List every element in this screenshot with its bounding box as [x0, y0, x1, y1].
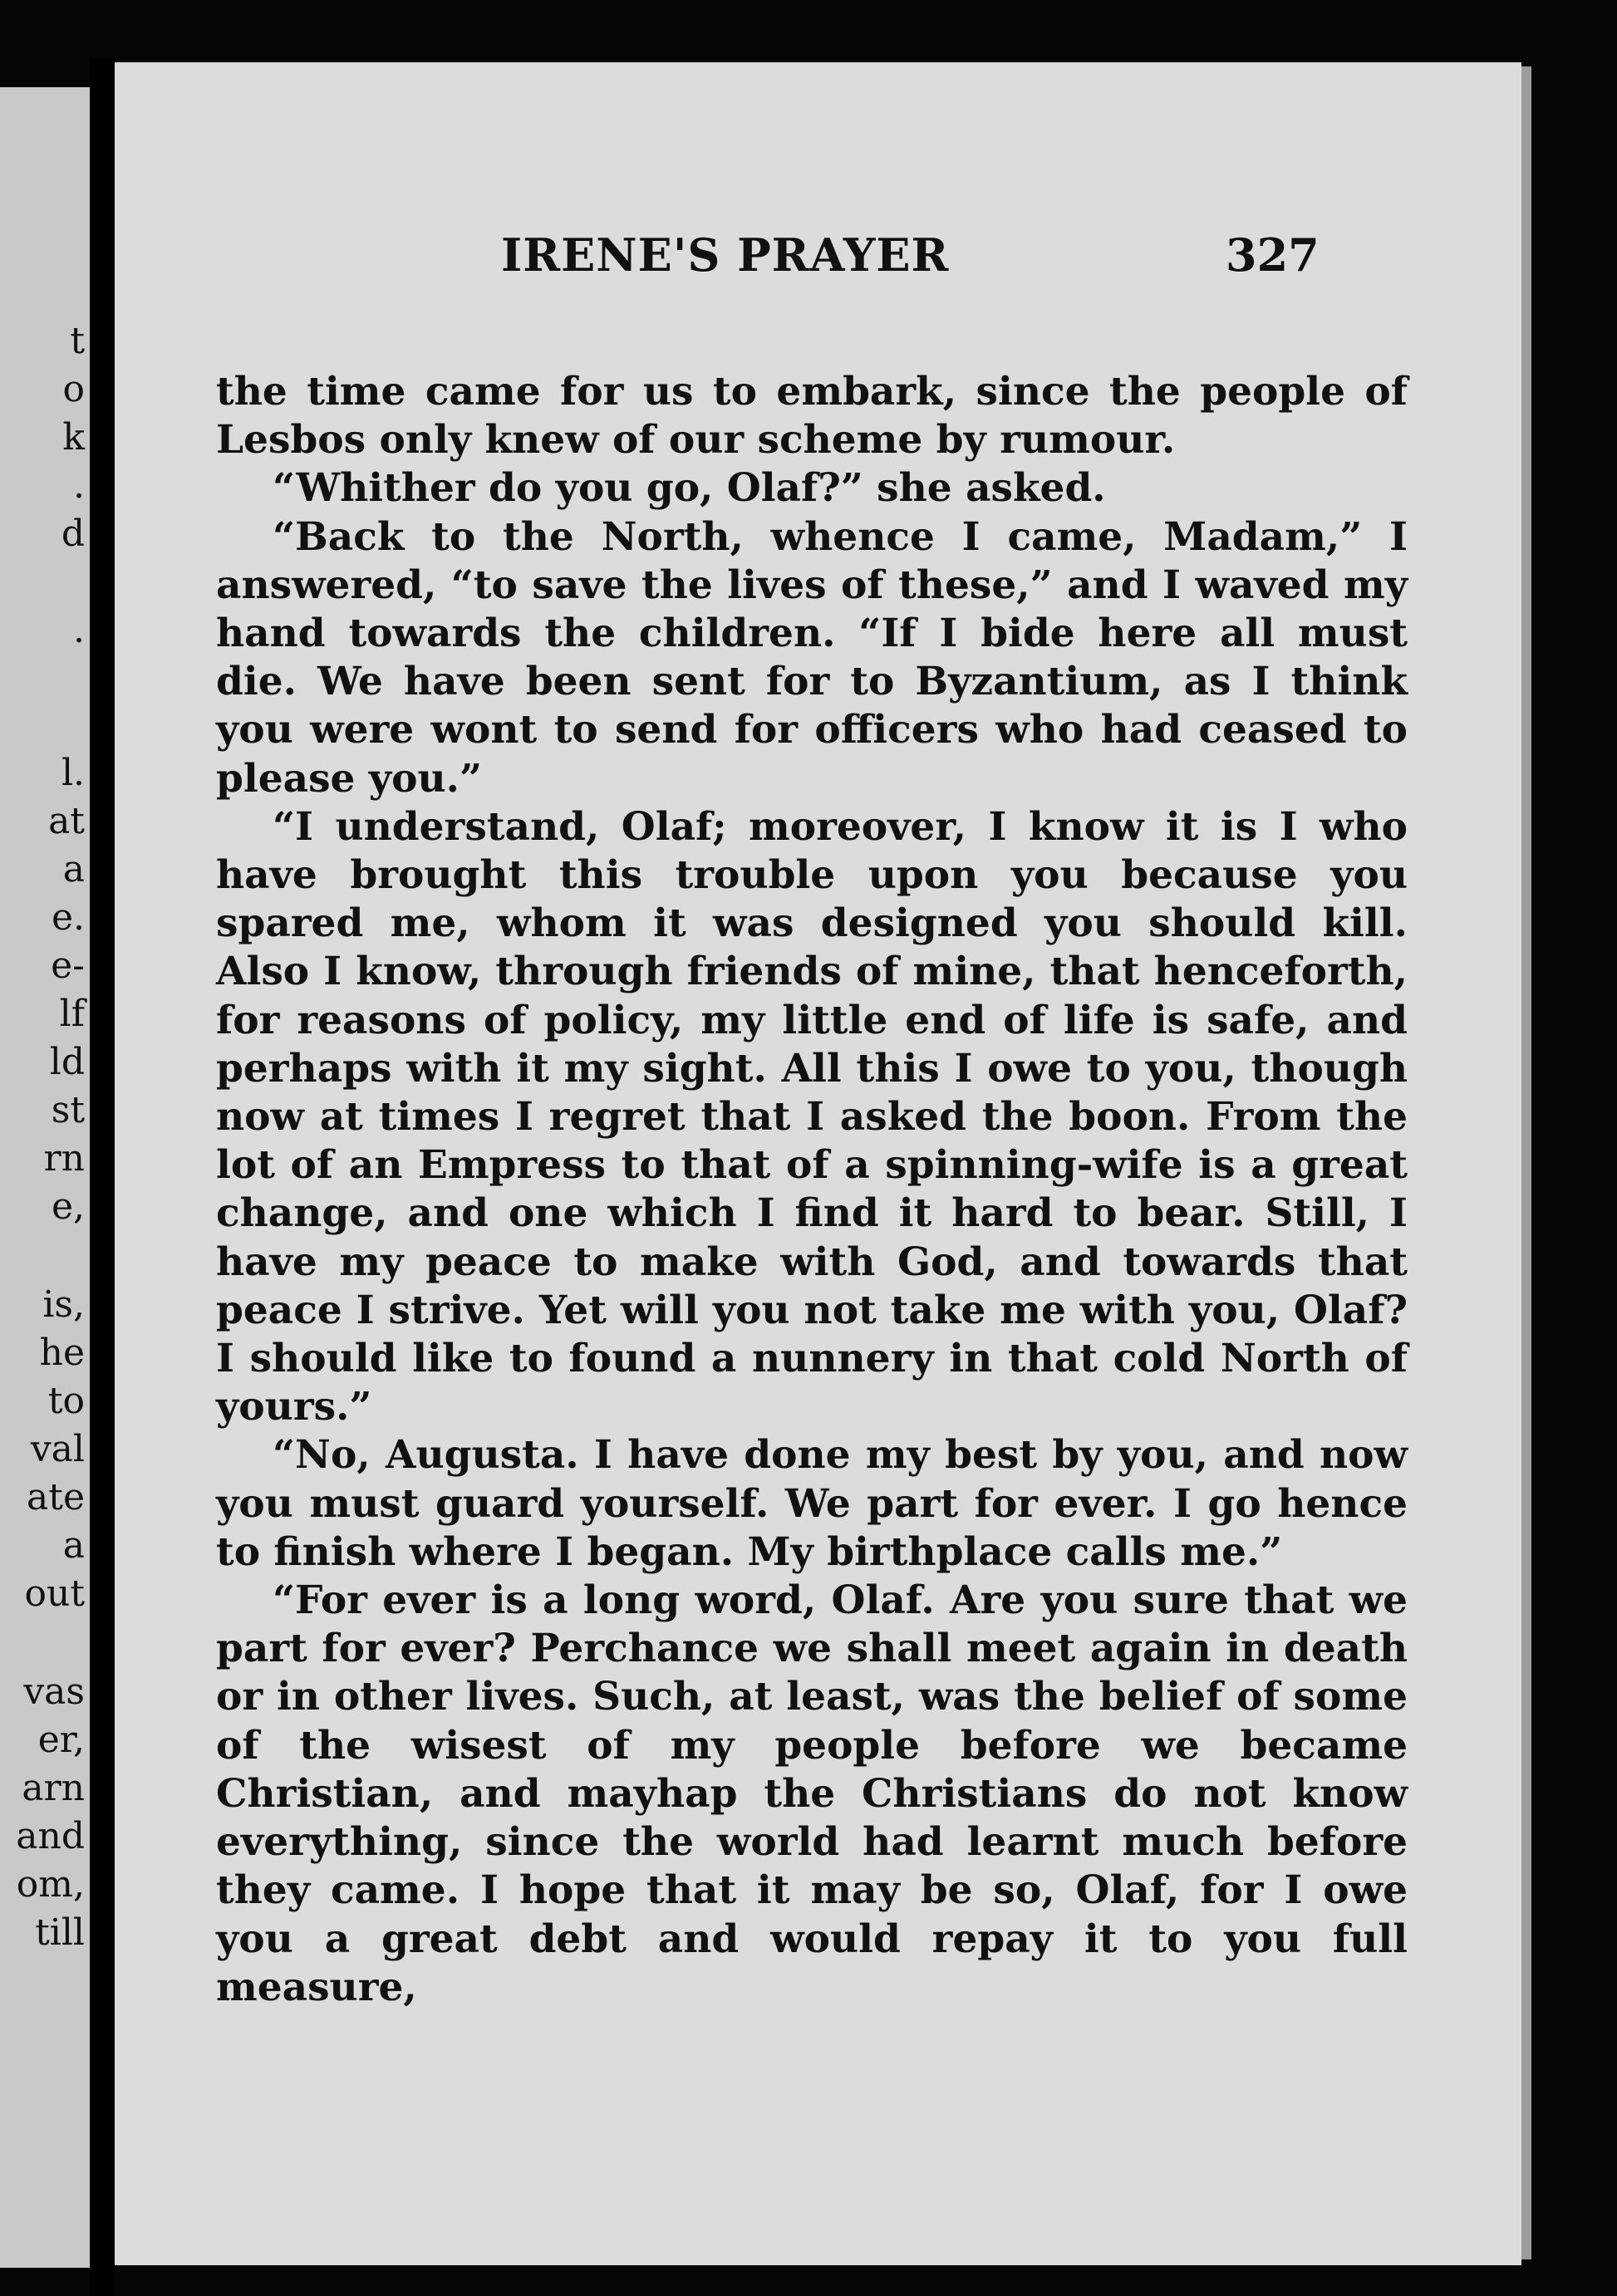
edge-fragment: l. [61, 752, 85, 794]
edge-fragment: a [62, 848, 85, 890]
edge-fragment: he [39, 1332, 85, 1374]
edge-fragment: e. [51, 896, 85, 939]
edge-fragment: . [73, 609, 85, 651]
edge-fragment: arn [22, 1767, 85, 1809]
facing-page [0, 87, 90, 2268]
edge-fragment: er, [37, 1719, 85, 1761]
edge-fragment: and [16, 1815, 85, 1857]
edge-fragment: out [24, 1572, 85, 1615]
page-edge-shadow [1521, 66, 1531, 2259]
edge-fragment: a [62, 1524, 85, 1567]
edge-fragment: o [62, 368, 85, 410]
edge-fragment: om, [16, 1863, 85, 1906]
edge-fragment: st [51, 1089, 85, 1131]
paragraph: “Whither do you go, Olaf?” she asked. [273, 465, 1106, 512]
edge-fragment: lf [59, 993, 85, 1035]
paragraph: “I understand, Olaf; moreover, I know it is I who have brought this trouble upon you because you spared me, whom it was designed you should kill. Also I know, through friends of mine, that henceforth, for reasons of policy, my little end of life is safe, and perhaps with it my sight. All this I owe to you, though now at times I regret that I asked the boon. From the lot of an Empress to that of a spinning-wife is a great change, and one which I find it hard to bear. Still, I have my peace to make with God, and towards that peace I strive. Yet will you not take me with you, Olaf? I should like to found a nunnery in that cold North of yours.” [216, 803, 1408, 1430]
edge-fragment: e, [51, 1185, 85, 1228]
body-text [216, 368, 1408, 2012]
edge-fragment: at [48, 800, 85, 842]
edge-fragment: till [35, 1911, 85, 1954]
book-gutter [90, 58, 115, 2296]
paragraph: the time came for us to embark, since the people of Lesbos only knew of our scheme by rumour. [216, 369, 1408, 464]
facing-page-text-edge [0, 87, 90, 2268]
running-head-title: IRENE'S PRAYER [501, 228, 950, 282]
edge-fragment: ld [49, 1041, 85, 1083]
edge-fragment: rn [43, 1137, 85, 1180]
edge-fragment: to [47, 1380, 85, 1422]
paragraph: “For ever is a long word, Olaf. Are you sure that we part for ever? Perchance we shall meet again in death or in other lives. Such, at least, was the belief of some of the wisest of my people before we became Christian, and mayhap the Christians do not know everything, since the world had learnt much before they came. I hope that it may be so, Olaf, for I owe you a great debt and would repay it to you full measure, [216, 1577, 1408, 2010]
edge-fragment: t [70, 320, 85, 362]
edge-fragment: . [73, 464, 85, 507]
edge-fragment: ate [27, 1476, 85, 1518]
book-page [115, 62, 1521, 2265]
paragraph: “Back to the North, whence I came, Madam,” I answered, “to save the lives of these,” and I waved my hand towards the children. “If I bide here all must die. We have been sent for to Byzantium, as I think you were wont to send for officers who had ceased to please you.” [216, 513, 1408, 802]
page-number: 327 [1226, 228, 1320, 282]
edge-fragment: val [30, 1428, 85, 1470]
edge-fragment: is, [42, 1283, 85, 1326]
paragraph: “No, Augusta. I have done my best by you, and now you must guard yourself. We part for ever. I go hence to finish where I began. My birthplace calls me.” [216, 1432, 1408, 1575]
edge-fragment: k [62, 416, 85, 459]
edge-fragment: d [61, 513, 85, 555]
edge-fragment: vas [23, 1670, 85, 1713]
edge-fragment: e- [51, 944, 85, 987]
